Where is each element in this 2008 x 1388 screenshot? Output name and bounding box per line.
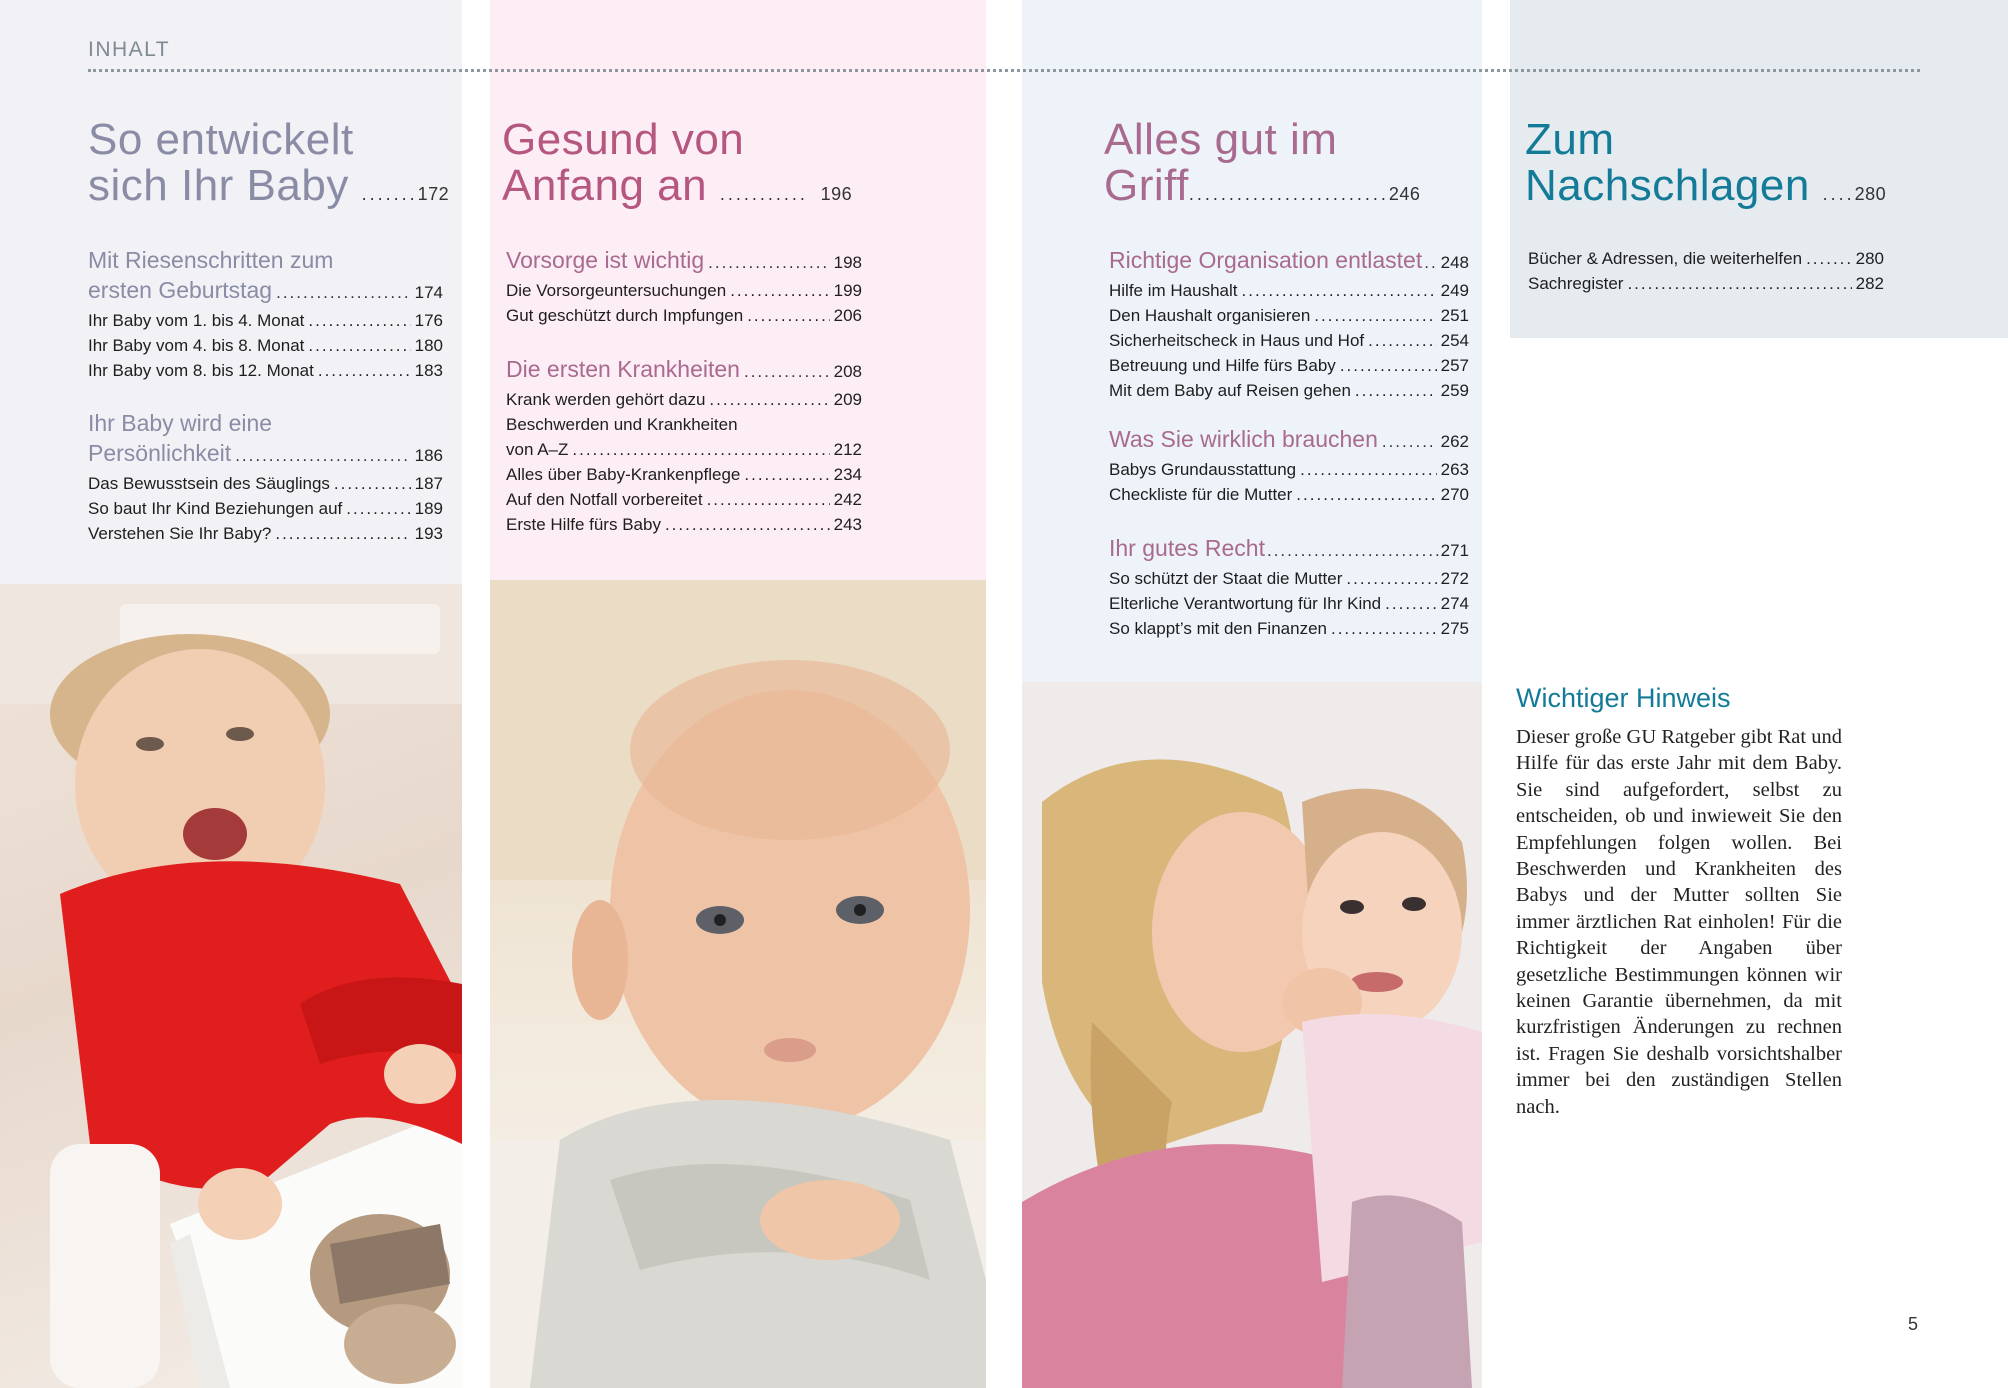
toc-entry[interactable]: Den Haushalt organisieren ..... 251 xyxy=(1109,303,1469,328)
baby-illustration-2 xyxy=(490,580,986,1388)
toc-entry[interactable]: Sicherheitscheck in Haus und Hof ..... 254 xyxy=(1109,328,1469,353)
section-heading[interactable]: Die ersten Krankheiten ..... 208 xyxy=(506,354,862,387)
toc-section xyxy=(506,245,862,328)
photo-mother-and-baby xyxy=(1022,682,1482,1388)
toc-entry[interactable]: Mit dem Baby auf Reisen gehen ..... 259 xyxy=(1109,378,1469,403)
dotted-rule xyxy=(88,69,1920,72)
photo-laughing-baby xyxy=(0,584,462,1388)
mother-baby-illustration xyxy=(1022,682,1482,1388)
toc-section xyxy=(506,354,862,537)
chapter-title-3[interactable]: Alles gut im Griff.........................246 xyxy=(1104,115,1421,210)
baby-illustration-1 xyxy=(0,584,462,1388)
toc-entry[interactable]: Beschwerden und Krankheiten xyxy=(506,415,738,434)
toc-entry[interactable]: So klappt’s mit den Finanzen ..... 275 xyxy=(1109,616,1469,641)
chapter-page: 196 xyxy=(820,184,853,204)
section-heading[interactable]: Was Sie wirklich brauchen ..... 262 xyxy=(1109,424,1469,457)
toc-entry[interactable]: So schützt der Staat die Mutter ..... 272 xyxy=(1109,566,1469,591)
chapter-title-1[interactable]: So entwickelt sich Ihr Baby .......172 xyxy=(88,115,450,210)
toc-entry[interactable]: Checkliste für die Mutter ..... 270 xyxy=(1109,482,1469,507)
toc-entry[interactable]: Sachregister ..... 282 xyxy=(1528,271,1884,296)
note-title: Wichtiger Hinweis xyxy=(1516,683,1731,713)
chapter-title-4[interactable]: Zum Nachschlagen ....280 xyxy=(1525,115,1887,210)
chapter-title-2[interactable]: Gesund von Anfang an ........... 196 xyxy=(502,115,853,210)
page-number: 5 xyxy=(1908,1314,1919,1334)
toc-section xyxy=(88,245,443,383)
toc-entry[interactable]: Hilfe im Haushalt ..... 249 xyxy=(1109,278,1469,303)
chapter-page: 246 xyxy=(1388,184,1421,204)
toc-entry[interactable]: Alles über Baby-Krankenpflege ..... 234 xyxy=(506,462,862,487)
section-heading[interactable]: Mit Riesenschritten zum xyxy=(88,247,334,273)
toc-section xyxy=(88,408,443,546)
section-heading[interactable]: Persönlichkeit ..... 186 xyxy=(88,438,443,471)
toc-entry[interactable]: Gut geschützt durch Impfungen ..... 206 xyxy=(506,303,862,328)
toc-section xyxy=(1528,246,1884,296)
toc-entry[interactable]: Elterliche Verantwortung für Ihr Kind ..... 274 xyxy=(1109,591,1469,616)
toc-entry[interactable]: Die Vorsorgeuntersuchungen ..... 199 xyxy=(506,278,862,303)
note-body: Dieser große GU Ratgeber gibt Rat und Hilfe für das erste Jahr mit dem Baby. Sie sind aufgefordert, selbst zu entscheiden, ob und inwieweit Sie den Empfehlungen folgen wollen. Bei Beschwerden und Krankheiten des Babys und der Mutter sollten Sie immer ärztlichen Rat einholen! Für die Richtigkeit der Angaben über gesetzliche Bestimmungen können wir keinen Garantie übernehmen, da mit kurzfristigen Änderungen zu rechnen ist. Fragen Sie deshalb vorsichtshalber immer bei den zuständigen Stellen nach. xyxy=(1516,726,1842,1118)
section-heading[interactable]: Vorsorge ist wichtig ..... 198 xyxy=(506,245,862,278)
section-heading[interactable]: Ihr gutes Recht ..... 271 xyxy=(1109,533,1469,566)
toc-entry[interactable]: So baut Ihr Kind Beziehungen auf ..... 189 xyxy=(88,496,443,521)
toc-entry[interactable]: Auf den Notfall vorbereitet ..... 242 xyxy=(506,487,862,512)
section-heading[interactable]: Richtige Organisation entlastet ..... 248 xyxy=(1109,245,1469,278)
chapter-page: 280 xyxy=(1854,184,1887,204)
toc-entry[interactable]: Babys Grundausstattung ..... 263 xyxy=(1109,457,1469,482)
toc-entry[interactable]: Betreuung und Hilfe fürs Baby ..... 257 xyxy=(1109,353,1469,378)
toc-section xyxy=(1109,245,1469,403)
toc-entry[interactable]: von A–Z ..... 212 xyxy=(506,437,862,462)
section-heading[interactable]: Ihr Baby wird eine xyxy=(88,410,273,436)
toc-entry[interactable]: Erste Hilfe fürs Baby ..... 243 xyxy=(506,512,862,537)
toc-entry[interactable]: Krank werden gehört dazu ..... 209 xyxy=(506,387,862,412)
toc-entry[interactable]: Ihr Baby vom 4. bis 8. Monat ..... 180 xyxy=(88,333,443,358)
toc-entry[interactable]: Bücher & Adressen, die weiterhelfen ..... 280 xyxy=(1528,246,1884,271)
chapter-page: 172 xyxy=(417,184,450,204)
toc-section xyxy=(1109,424,1469,507)
section-heading[interactable]: ersten Geburtstag ..... 174 xyxy=(88,275,443,308)
toc-entry[interactable]: Verstehen Sie Ihr Baby? ..... 193 xyxy=(88,521,443,546)
toc-entry[interactable]: Das Bewusstsein des Säuglings ..... 187 xyxy=(88,471,443,496)
photo-baby-on-tummy xyxy=(490,580,986,1388)
toc-entry[interactable]: Ihr Baby vom 1. bis 4. Monat ..... 176 xyxy=(88,308,443,333)
toc-entry[interactable]: Ihr Baby vom 8. bis 12. Monat ..... 183 xyxy=(88,358,443,383)
section-label: INHALT xyxy=(88,38,171,61)
toc-section xyxy=(1109,533,1469,641)
